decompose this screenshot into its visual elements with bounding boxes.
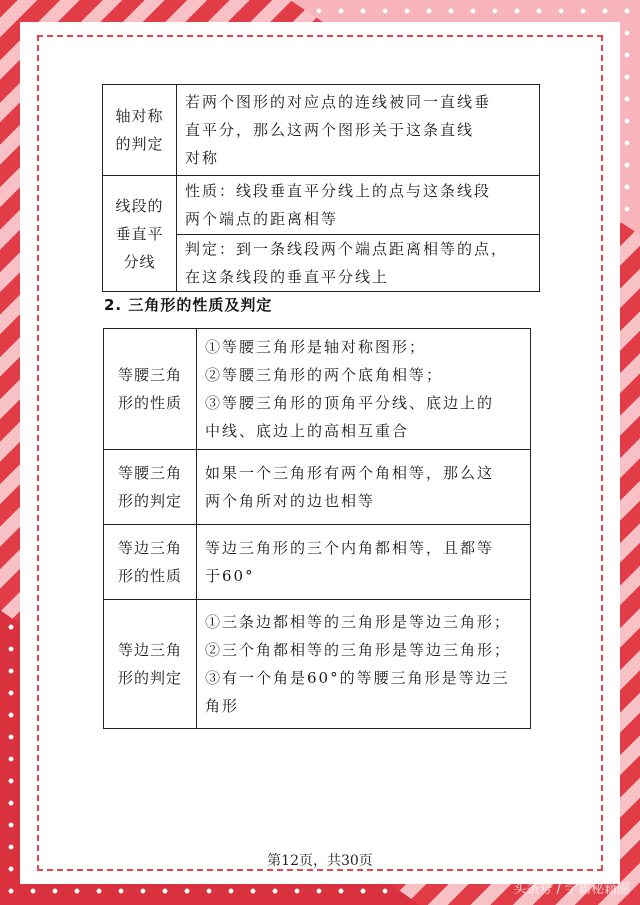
header-line: 垂直平	[115, 224, 164, 243]
row-header	[104, 450, 197, 525]
row-content	[197, 525, 531, 600]
page-number: 第12页，共30页	[267, 853, 373, 869]
row-content	[197, 600, 531, 729]
header-line: 等边三角	[117, 539, 182, 557]
table-row	[104, 525, 531, 600]
header-line: 形的判定	[117, 669, 182, 687]
content-line: 等边三角形的三个内角都相等，且都等	[205, 539, 495, 557]
row-header	[104, 600, 197, 729]
watermark: 头条号 / 学霸秘籍圈	[513, 882, 630, 897]
header-line: 等腰三角	[117, 464, 182, 482]
row-header	[104, 329, 197, 450]
content-line: 判定：到一条线段两个端点距离相等的点，	[185, 240, 509, 258]
header-line: 线段的	[115, 196, 164, 215]
table-row	[104, 329, 531, 450]
table-row	[103, 176, 540, 235]
table-row	[104, 600, 531, 729]
row-header	[103, 176, 177, 292]
content-line: 两个角所对的边也相等	[205, 492, 376, 510]
header-line: 等腰三角	[117, 366, 182, 384]
row-content	[197, 450, 531, 525]
content-line: 若两个图形的对应点的连线被同一直线垂	[185, 93, 492, 111]
content-line: 直平分，那么这两个图形关于这条直线	[185, 121, 475, 139]
content-line: ①三条边都相等的三角形是等边三角形；	[205, 613, 512, 631]
header-line: 形的性质	[117, 567, 182, 585]
symmetry-perpendicular-bisector-table	[102, 84, 540, 292]
content-line: 对称	[185, 149, 220, 167]
content-line: 如果一个三角形有两个角相等，那么这	[205, 464, 495, 482]
header-line: 形的判定	[117, 492, 182, 510]
row-header	[103, 85, 177, 176]
header-line: 形的性质	[117, 394, 182, 412]
table-row	[103, 85, 540, 176]
section-heading: 2. 三角形的性质及判定	[104, 296, 273, 314]
table-row	[104, 450, 531, 525]
content-line: 于60°	[205, 567, 255, 585]
content-line: 性质：线段垂直平分线上的点与这条线段	[185, 182, 492, 200]
row-content	[177, 85, 540, 176]
content-line: ③有一个角是60°的等腰三角形是等边三	[205, 669, 510, 687]
content-line: 中线、底边上的高相互重合	[205, 422, 410, 440]
content-line: 两个端点的距离相等	[185, 210, 339, 228]
content-line: 在这条线段的垂直平分线上	[185, 268, 390, 286]
row-content	[177, 235, 540, 292]
row-content	[177, 176, 540, 235]
header-line: 分线	[123, 252, 156, 271]
content-line: ①等腰三角形是轴对称图形；	[205, 338, 427, 356]
header-line: 的判定	[115, 135, 164, 153]
content-line: ③等腰三角形的顶角平分线、底边上的	[205, 394, 495, 412]
header-line: 轴对称	[115, 107, 164, 125]
row-header	[104, 525, 197, 600]
header-line: 等边三角	[117, 641, 182, 659]
row-content	[197, 329, 531, 450]
triangle-properties-table	[103, 328, 531, 729]
content-line: ②三个角都相等的三角形是等边三角形；	[205, 641, 512, 659]
content-line: ②等腰三角形的两个底角相等；	[205, 366, 444, 384]
content-line: 角形	[205, 697, 240, 715]
